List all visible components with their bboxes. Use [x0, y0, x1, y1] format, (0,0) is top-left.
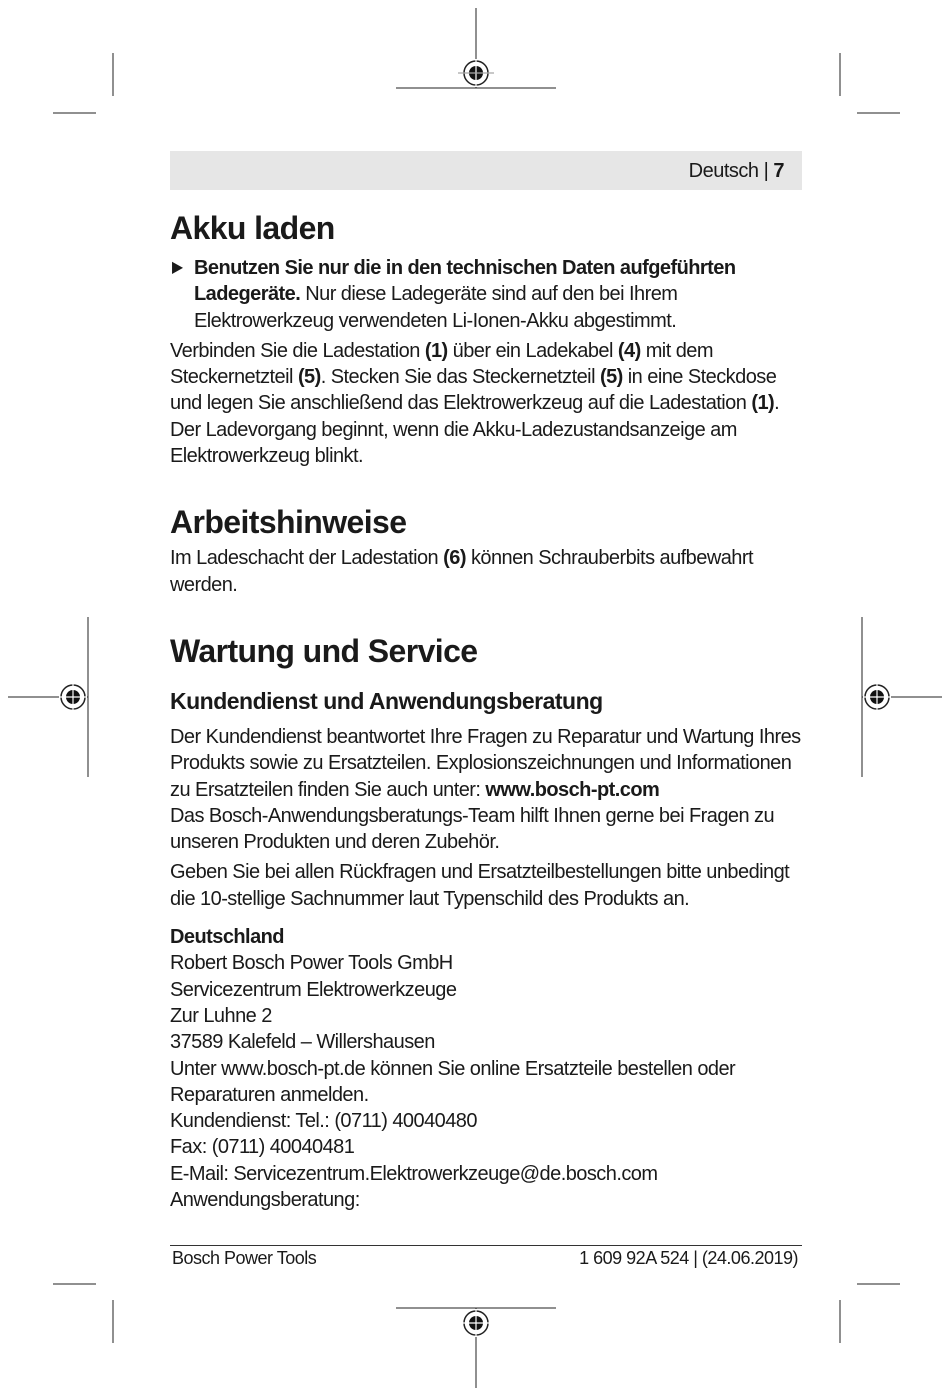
footer-doc-number: 1 609 92A 524 | (24.06.2019): [579, 1248, 798, 1268]
contact-city: 37589 Kalefeld – Willershausen: [170, 1031, 435, 1054]
footer-brand: Bosch Power Tools: [172, 1248, 317, 1268]
safety-bullet: [170, 255, 802, 334]
contact-fax: Fax: (0711) 40040481: [170, 1136, 355, 1159]
heading-wartung-service: Wartung und Service: [170, 632, 478, 669]
contact-email: E-Mail: Servicezentrum.Elektrowerkzeuge@de.bosch.com: [170, 1162, 658, 1185]
arbeit-paragraph: [170, 545, 802, 598]
header-separator: |: [763, 160, 769, 182]
page-header-text: [689, 160, 784, 183]
contact-company: Robert Bosch Power Tools GmbH: [170, 952, 453, 975]
contact-street: Zur Luhne 2: [170, 1004, 272, 1027]
text-run: Der Kundendienst beantwortet Ihre Fragen zu Reparatur und Wartung Ihres Produkts sowie zu Ersatzteilen. Explosionszeichnungen und Informationen zu Ersatzteilen finden Sie auch unter:: [170, 725, 801, 801]
bosch-website-link[interactable]: www.bosch-pt.com: [485, 778, 660, 801]
text-run: . Stecken Sie das Steckernetzteil: [320, 366, 600, 389]
header-page-number: 7: [773, 160, 784, 182]
anwendungsberatung-paragraph: Das Bosch-Anwendungsberatungs-Team hilft Ihnen gerne bei Fragen zu unseren Produkten und deren Zubehör.: [170, 804, 775, 854]
heading-akku-laden: Akku laden: [170, 210, 335, 246]
text-run: . Der Ladevorgang beginnt, wenn die Akku-Ladezustandsanzeige am Elektrowerkzeug blinkt.: [170, 392, 780, 468]
ref-number: (1): [751, 392, 775, 415]
triangle-bullet-icon: ▶: [172, 259, 183, 276]
contact-department: Servicezentrum Elektrowerkzeuge: [170, 978, 457, 1001]
kundendienst-paragraph: [170, 724, 802, 803]
contact-phone: Kundendienst: Tel.: (0711) 40040480: [170, 1110, 477, 1133]
registration-target-bottom: [462, 1309, 490, 1337]
contact-consulting: Anwendungsberatung:: [170, 1189, 360, 1212]
text-run: mit dem Steckernetzteil: [170, 339, 713, 389]
country-heading: Deutschland: [170, 926, 284, 949]
sachnummer-paragraph: Geben Sie bei allen Rückfragen und Ersatzteilbestellungen bitte unbedingt die 10-stellige Sachnummer laut Typenschild des Produkts an.: [170, 861, 790, 910]
text-run: in eine Steckdose und legen Sie anschließend das Elektrowerkzeug auf die Ladestation: [170, 366, 777, 415]
text-run: über ein Ladekabel: [447, 339, 618, 362]
ref-number: (4): [617, 339, 641, 362]
ref-number: (1): [424, 339, 448, 362]
akku-paragraph: [170, 338, 802, 469]
heading-arbeitshinweise: Arbeitshinweise: [170, 504, 407, 541]
registration-target-top: [458, 59, 494, 87]
text-run: Im Ladeschacht der Ladestation: [170, 547, 444, 570]
bullet-text: Nur diese Ladegeräte sind auf den bei Ihrem Elektrowerkzeug verwendeten Li-Ionen-Akku abgestimmt.: [194, 283, 678, 332]
text-run: Verbinden Sie die Ladestation: [170, 339, 425, 362]
page-header-bar: [170, 151, 802, 190]
contact-online-note: Unter www.bosch-pt.de können Sie online Ersatzteile bestellen oder Reparaturen anmelden.: [170, 1057, 736, 1106]
subheading-kundendienst: Kundendienst und Anwendungsberatung: [170, 687, 603, 714]
header-section-name: Deutsch: [688, 160, 759, 182]
registration-target-left: [59, 683, 87, 711]
ref-number: (6): [443, 547, 466, 570]
bullet-bold-text: Benutzen Sie nur die in den technischen Daten aufgeführten Ladegeräte.: [194, 257, 736, 306]
registration-target-right: [863, 683, 891, 711]
ref-number: (5): [599, 366, 623, 389]
footer-divider: [170, 1245, 802, 1246]
text-run: können Schrauberbits aufbewahrt werden.: [170, 547, 753, 596]
page-content: [170, 205, 802, 1213]
ref-number: (5): [297, 366, 321, 389]
